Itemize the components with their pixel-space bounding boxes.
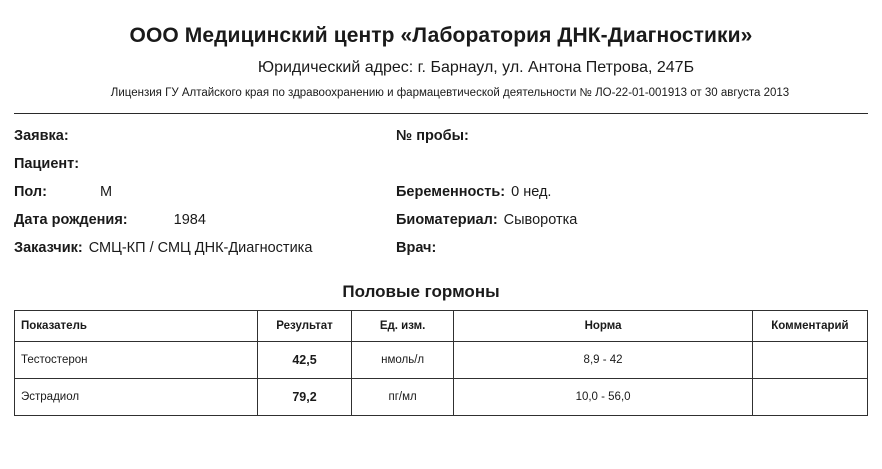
request-label: Заявка: <box>14 127 69 144</box>
cell-indicator: Тестостерон <box>15 341 258 378</box>
biomaterial-value: Сыворотка <box>503 211 578 228</box>
organization-address: Юридический адрес: г. Барнаул, ул. Антона Петрова, 247Б <box>257 58 695 76</box>
birth-date-label: Дата рождения: <box>14 211 128 228</box>
table-row <box>15 378 868 415</box>
customer-value: СМЦ-КП / СМЦ ДНК-Диагностика <box>88 239 313 256</box>
column-header-result: Результат <box>258 310 352 341</box>
column-header-units: Ед. изм. <box>351 310 453 341</box>
doctor-field <box>396 240 868 256</box>
cell-indicator: Эстрадиол <box>15 378 258 415</box>
sex-field <box>14 184 396 200</box>
customer-label: Заказчик: <box>14 239 83 256</box>
birth-date-field <box>14 212 396 228</box>
column-header-norm: Норма <box>454 310 753 341</box>
sample-label: № пробы: <box>396 127 469 144</box>
biomaterial-field <box>396 212 868 228</box>
sex-value: М <box>99 183 113 200</box>
cell-result: 79,2 <box>258 378 352 415</box>
report-header <box>14 0 868 99</box>
birth-date-value: 1984 <box>173 211 206 228</box>
results-table <box>14 310 868 416</box>
customer-field <box>14 240 396 256</box>
info-row-sex <box>14 184 868 208</box>
column-header-indicator: Показатель <box>15 310 258 341</box>
biomaterial-label: Биоматериал: <box>396 211 498 228</box>
section-title-hormones: Половые гормоны <box>342 281 500 301</box>
info-row-patient <box>14 156 868 180</box>
organization-title: ООО Медицинский центр «Лаборатория ДНК-Диагностики» <box>129 24 753 47</box>
patient-info-block <box>14 114 868 264</box>
doctor-label: Врач: <box>396 239 437 256</box>
info-row-birth <box>14 212 868 236</box>
column-header-comment: Комментарий <box>752 310 867 341</box>
cell-comment <box>752 341 867 378</box>
info-row-request <box>14 128 868 152</box>
cell-units: пг/мл <box>351 378 453 415</box>
license-text: Лицензия ГУ Алтайского края по здравоохранению и фармацевтической деятельности № ЛО-22-01-001913 от 30 августа 2013 <box>110 86 790 99</box>
sex-label: Пол: <box>14 183 47 200</box>
pregnancy-value: 0 нед. <box>511 183 552 200</box>
pregnancy-field <box>396 184 868 200</box>
cell-units: нмоль/л <box>351 341 453 378</box>
cell-norm: 10,0 - 56,0 <box>454 378 753 415</box>
request-field <box>14 128 396 144</box>
table-header-row <box>15 310 868 341</box>
pregnancy-label: Беременность: <box>396 183 506 200</box>
cell-result: 42,5 <box>258 341 352 378</box>
cell-comment <box>752 378 867 415</box>
cell-norm: 8,9 - 42 <box>454 341 753 378</box>
info-row-customer <box>14 240 868 264</box>
patient-field <box>14 156 396 172</box>
table-row <box>15 341 868 378</box>
sample-field <box>396 128 868 144</box>
patient-label: Пациент: <box>14 155 80 172</box>
